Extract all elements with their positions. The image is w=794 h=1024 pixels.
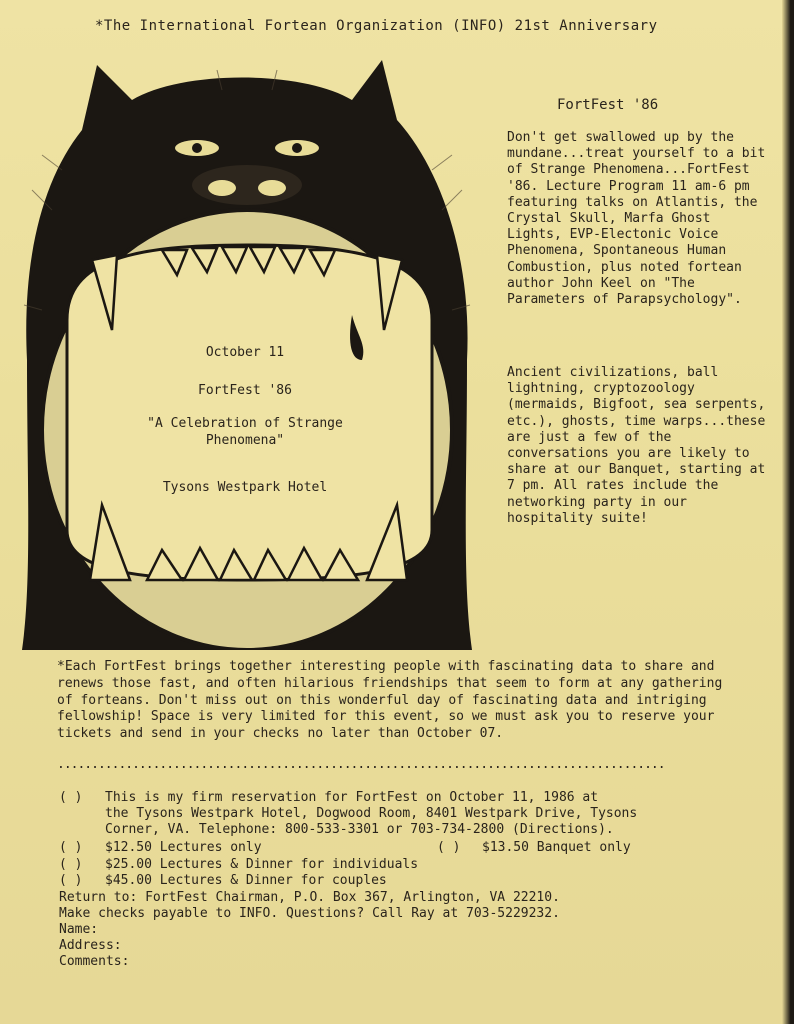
checkbox-individual[interactable]: ( ): [59, 857, 83, 872]
side-paragraph-2: Ancient civilizations, ball lightning, cryptozoology (mermaids, Bigfoot, sea serpents, etc.), ghosts, time warps...these are just a few of the conversations you are likely to share at our Banquet, starting at 7 pm. All rates include the networking party in our hospitality suite!: [507, 365, 766, 526]
comments-label: Comments:: [59, 954, 130, 969]
option-lectures: $12.50 Lectures only: [105, 840, 262, 855]
side-paragraph-1: Don't get swallowed up by the mundane...treat yourself to a bit of Strange Phenomena...FortFest '86. Lecture Program 11 am-6 pm featuring talks on Atlantis, the Crystal Skull, Marfa Ghost Lights, EVP-Electonic Voice Phenomena, Spontaneous Human Combustion, plus noted fortean author John Keel on "The Parameters of Parapsychology".: [507, 130, 766, 308]
reservation-line-2: the Tysons Westpark Hotel, Dogwood Room, 8401 Westpark Drive, Tysons: [105, 806, 638, 821]
paper-edge: [782, 0, 794, 1024]
option-individual: $25.00 Lectures & Dinner for individuals: [105, 857, 419, 872]
poster-event: FortFest '86: [198, 383, 292, 398]
address-label: Address:: [59, 938, 122, 953]
checkbox-couples[interactable]: ( ): [59, 873, 83, 888]
body-paragraph: *Each FortFest brings together interesting people with fascinating data to share and renews those fast, and often hilarious friendships that seem to form at any gathering of forteans. Don't miss out on this wonderful day of fascinating data and intriging fellowship! Space is very limited for this event, so we must ask you to reserve your tickets and send in your checks no later than October 07.: [57, 659, 723, 742]
option-banquet: $13.50 Banquet only: [482, 840, 631, 855]
checkbox-banquet[interactable]: ( ): [437, 840, 461, 855]
reservation-line-3: Corner, VA. Telephone: 800-533-3301 or 703-734-2800 (Directions).: [105, 822, 614, 837]
poster-date: October 11: [205, 345, 285, 360]
side-title: FortFest '86: [557, 97, 659, 113]
reservation-line-1: This is my firm reservation for FortFest on October 11, 1986 at: [105, 790, 599, 805]
poster-tagline: "A Celebration of Strange Phenomena": [147, 416, 343, 448]
header-text: *The International Fortean Organization (INFO) 21st Anniversary: [95, 18, 658, 34]
return-address: Return to: FortFest Chairman, P.O. Box 367, Arlington, VA 22210.: [59, 890, 560, 905]
option-couples: $45.00 Lectures & Dinner for couples: [105, 873, 387, 888]
dotted-divider: .........................................................................................: [57, 757, 665, 772]
poster-venue: Tysons Westpark Hotel: [162, 480, 328, 495]
checkbox-lectures[interactable]: ( ): [59, 840, 83, 855]
name-label: Name:: [59, 922, 99, 937]
checks-payable: Make checks payable to INFO. Questions? Call Ray at 703-5229232.: [59, 906, 560, 921]
checkbox-reservation[interactable]: ( ): [59, 790, 83, 805]
